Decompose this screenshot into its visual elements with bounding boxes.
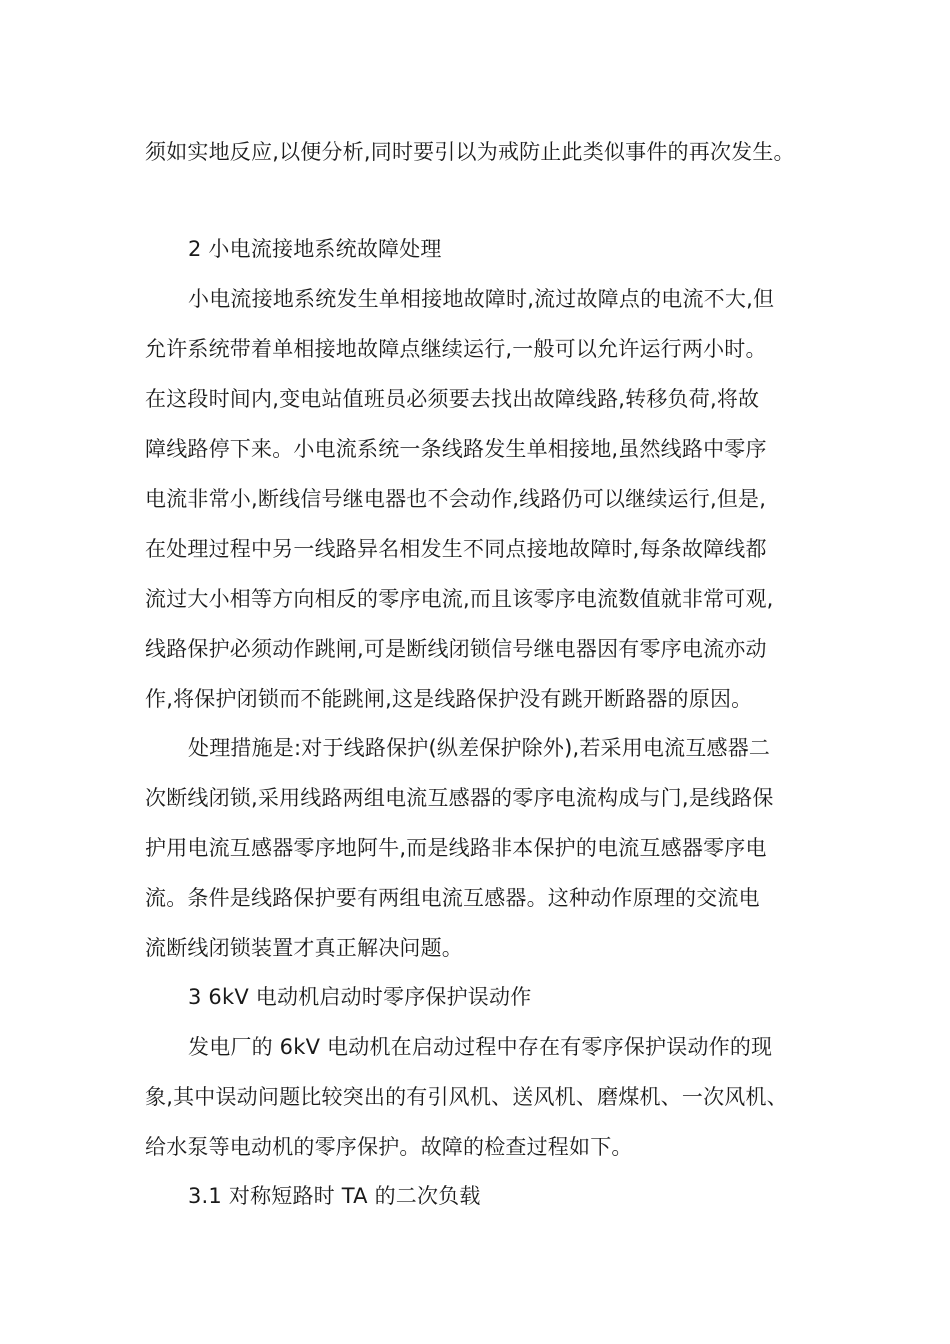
section-heading-2: 2 小电流接地系统故障处理 [188, 237, 442, 261]
paragraph-line: 流。条件是线路保护要有两组电流互感器。这种动作原理的交流电 [145, 886, 760, 910]
paragraph-line: 给水泵等电动机的零序保护。故障的检查过程如下。 [145, 1135, 633, 1159]
subsection-heading-3-1: 3.1 对称短路时 TA 的二次负载 [188, 1184, 481, 1208]
paragraph-line: 小电流接地系统发生单相接地故障时,流过故障点的电流不大,但 [188, 287, 775, 311]
paragraph-line: 流过大小相等方向相反的零序电流,而且该零序电流数值就非常可观, [145, 587, 774, 611]
paragraph-line: 护用电流互感器零序地阿牛,而是线路非本保护的电流互感器零序电 [145, 836, 767, 860]
paragraph-line: 在这段时间内,变电站值班员必须要去找出故障线路,转移负荷,将故 [145, 387, 760, 411]
paragraph-line: 电流非常小,断线信号继电器也不会动作,线路仍可以继续运行,但是, [145, 487, 767, 511]
paragraph-line: 次断线闭锁,采用线路两组电流互感器的零序电流构成与门,是线路保 [145, 786, 774, 810]
paragraph-line: 在处理过程中另一线路异名相发生不同点接地故障时,每条故障线都 [145, 537, 767, 561]
paragraph-line: 障线路停下来。小电流系统一条线路发生单相接地,虽然线路中零序 [145, 437, 767, 461]
paragraph-line: 线路保护必须动作跳闸,可是断线闭锁信号继电器因有零序电流亦动 [145, 637, 767, 661]
paragraph-line: 允许系统带着单相接地故障点继续运行,一般可以允许运行两小时。 [145, 337, 767, 361]
paragraph-line: 象,其中误动问题比较突出的有引风机、送风机、磨煤机、一次风机、 [145, 1085, 788, 1109]
section-heading-3: 3 6kV 电动机启动时零序保护误动作 [188, 985, 532, 1009]
paragraph-line: 流断线闭锁装置才真正解决问题。 [145, 936, 463, 960]
paragraph-line-continuation: 须如实地反应,以便分析,同时要引以为戒防止此类似事件的再次发生。 [145, 140, 795, 164]
paragraph-line: 发电厂的 6kV 电动机在启动过程中存在有零序保护误动作的现 [188, 1035, 773, 1059]
paragraph-line: 作,将保护闭锁而不能跳闸,这是线路保护没有跳开断路器的原因。 [145, 687, 753, 711]
paragraph-line: 处理措施是:对于线路保护(纵差保护除外),若采用电流互感器二 [188, 736, 771, 760]
